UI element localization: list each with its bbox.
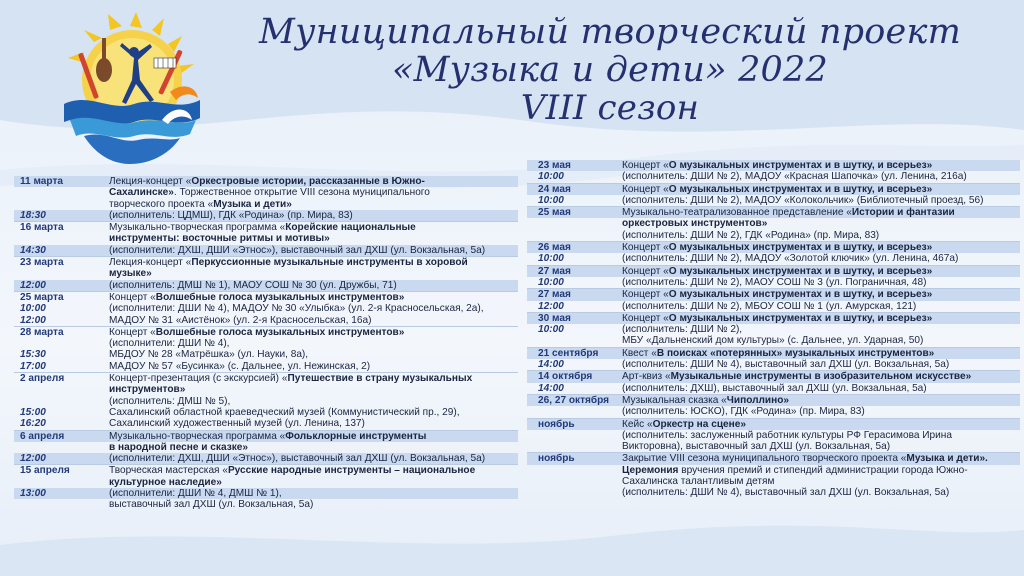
event-text: Сахалинска талантливым детям [622,476,775,488]
schedule-line [14,407,518,418]
event-date: 30 мая [538,312,571,324]
schedule-line [14,327,518,338]
event-text: Концерт « [622,289,669,301]
event-description [109,384,518,395]
event-description [622,313,1020,324]
schedule-line [14,233,518,244]
event-text: Лекция-концерт « [109,176,192,187]
event-date: ноябрь [538,453,575,465]
schedule-line [14,187,518,198]
event-time: 10:00 [20,303,46,315]
event-date: 15 апреля [20,465,70,477]
event-title-text: Музыка и дети». [906,453,988,465]
schedule-line [527,218,1020,229]
event-text: Концерт « [622,183,669,195]
schedule-line [527,335,1020,346]
event-title-text: инструментов» [109,384,186,396]
schedule-line [527,184,1020,195]
event-date: 25 мая [538,207,571,219]
event-description [109,233,518,244]
event-title-text: О музыкальных инструментах и в шутку, и всерьез» [668,265,933,277]
schedule-event [527,312,1020,347]
event-description [109,187,518,198]
schedule-line [527,406,1020,417]
event-title-text: Оркестр на сцене» [652,418,746,430]
schedule-line [527,359,1020,370]
schedule-event [527,265,1020,289]
schedule-line [14,315,518,326]
event-title-text: инструменты: восточные ритмы и мотивы» [109,233,330,245]
event-text: (исполнитель: ДМШ № 5), [109,395,231,407]
event-time: 10:00 [538,324,564,336]
event-description [622,218,1020,229]
event-description [622,301,1020,312]
event-description [109,407,518,418]
event-time: 14:30 [20,244,46,256]
event-time: 10:00 [538,253,564,265]
event-time: 15:30 [20,349,46,361]
schedule-line [14,338,518,349]
schedule-line [527,453,1020,464]
event-date [14,499,109,510]
event-description [622,453,1020,464]
schedule-line [527,419,1020,430]
title-line-project: Муниципальный творческий проект [259,12,961,52]
event-time: 12:00 [20,314,46,326]
event-date [14,187,109,198]
event-text: (исполнитель: ДШИ № 2), МАДОУ «Красная Шапочка» (ул. Ленина, 216а) [622,171,967,183]
event-description [622,207,1020,218]
event-title-text: Церемония [622,464,679,476]
event-text: Музыкально-творческая программа « [109,222,286,234]
event-date: 24 мая [538,183,571,195]
schedule-line [527,277,1020,288]
event-text: (исполнители: ДШИ № 4), МАДОУ № 30 «Улыбка» (ул. 2-я Красносельская, 2а), [109,303,484,315]
schedule-line [14,396,518,407]
event-time: 16:20 [20,418,46,430]
event-text: Концерт « [622,312,669,324]
event-text: МБДОУ № 28 «Матрёшка» (ул. Науки, 8а), [109,349,309,361]
event-description [622,253,1020,264]
event-text: (исполнители: ДХШ, ДШИ «Этнос»), выставочный зал ДХШ (ул. Вокзальная, 5а) [109,453,486,465]
schedule-left-column [14,176,518,511]
schedule-line [527,230,1020,241]
event-text: Концерт « [622,160,669,171]
event-title-text: О музыкальных инструментах и в шутку, и всерьез» [668,183,933,195]
event-description [622,419,1020,430]
event-text: Арт-квиз « [622,371,671,383]
schedule-line [14,488,518,499]
event-date: 28 марта [20,326,64,338]
event-description [622,160,1020,171]
event-date [527,465,622,476]
event-date: 23 мая [538,160,571,171]
schedule-line [14,373,518,384]
schedule-line [14,222,518,233]
event-time: 15:00 [20,406,46,418]
event-date: 26, 27 октября [538,394,610,406]
schedule-event [14,176,518,221]
schedule-event [527,347,1020,371]
event-description [109,292,518,303]
event-title-text: Волшебные голоса музыкальных инструментов» [155,291,405,303]
schedule-event [14,291,518,326]
schedule-line [527,207,1020,218]
event-description [109,327,518,338]
event-description [622,171,1020,182]
event-description [622,242,1020,253]
schedule-event [527,288,1020,312]
event-description [622,441,1020,452]
event-time: 10:00 [538,171,564,183]
event-date: 14 октября [538,371,593,383]
event-text: . Торжественное открытие VIII сезона муниципального [173,187,430,199]
event-date [527,430,622,441]
event-text: Концерт « [109,326,156,338]
event-text: (исполнитель: заслуженный работник культуры РФ Герасимова Ирина [622,429,952,441]
schedule-line [527,301,1020,312]
event-time: 10:00 [538,276,564,288]
event-title-text: Музыкальные инструменты в изобразительном искусстве» [670,371,972,383]
event-text: (исполнитель: ДШИ № 2), МБОУ СОШ № 1 (ул. Амурская, 121) [622,300,917,312]
event-text: МАДОУ № 57 «Бусинка» (с. Дальнее, ул. Нежинская, 2) [109,360,371,372]
event-text: (исполнитель: ЮСКО), ГДК «Родина» (пр. Мира, 83) [622,406,865,418]
event-description [109,176,518,187]
event-text: Творческая мастерская « [109,465,228,477]
event-title-text: Оркестровые истории, рассказанные в Южно- [191,176,425,187]
event-text: Лекция-концерт « [109,257,192,269]
event-time: 14:00 [538,359,564,371]
event-date: ноябрь [538,418,575,430]
event-date: 26 мая [538,242,571,254]
schedule-event [527,418,1020,453]
schedule-line [527,371,1020,382]
schedule-line [527,383,1020,394]
title-line-name: «Музыка и дети» 2022 [392,49,828,90]
event-title-text: О музыкальных инструментах и в шутку, и всерьез» [668,312,933,324]
event-description [109,431,518,442]
schedule-line [527,465,1020,476]
event-description [109,361,518,372]
event-date: 25 марта [20,291,64,303]
event-date [527,476,622,487]
event-description [109,373,518,384]
music-and-children-logo-icon [50,8,210,168]
schedule-line [14,349,518,360]
schedule-line [527,266,1020,277]
event-description [109,257,518,268]
event-text: Концерт « [622,265,669,277]
event-time: 12:00 [538,300,564,312]
schedule-line [14,210,518,221]
schedule-line [527,348,1020,359]
event-date [14,338,109,349]
event-description [109,280,518,291]
event-text: (исполнитель: ДШИ № 2), МАДОУ «Золотой ключик» (ул. Ленина, 467а) [622,253,959,265]
event-text: (исполнители: ДШИ № 4), [109,338,230,350]
schedule-event [527,206,1020,241]
event-title-text: Путешествие в страну музыкальных [287,373,473,385]
schedule-line [14,477,518,488]
schedule-event [14,372,518,429]
event-text: (исполнитель: ЦДМШ), ГДК «Родина» (пр. Мира, 83) [109,209,353,221]
event-description [622,184,1020,195]
event-description [109,349,518,360]
schedule-line [527,195,1020,206]
event-text: (исполнитель: ДШИ № 2), МАДОУ «Колокольчик» (Библиотечный проезд, 56) [622,194,984,206]
schedule-event [527,452,1020,498]
event-text: Музыкально-творческая программа « [109,430,286,442]
event-text: Сахалинский художественный музей (ул. Ленина, 137) [109,418,365,430]
event-description [622,348,1020,359]
event-description [109,477,518,488]
schedule-event [527,370,1020,394]
event-text: (исполнитель: ДШИ № 2), ГДК «Родина» (пр. Мира, 83) [622,229,880,241]
schedule-event [14,221,518,256]
schedule-line [14,442,518,453]
event-text: (исполнитель: ДШИ № 2), МАОУ СОШ № 3 (ул. Пограничная, 48) [622,276,927,288]
event-description [622,465,1020,476]
event-title-text: О музыкальных инструментах и в шутку, и всерьез» [668,242,933,254]
event-description [622,395,1020,406]
schedule-line [14,453,518,464]
event-text: Сахалинский областной краеведческий музей (Коммунистический пр., 29), [109,406,460,418]
event-time: 17:00 [20,360,46,372]
event-description [109,465,518,476]
schedule-line [527,313,1020,324]
schedule-line [14,280,518,291]
event-text: Концерт-презентация (с экскурсией) « [109,373,288,385]
schedule-line [14,268,518,279]
event-title-text: культурное наследие» [109,476,222,488]
event-description [109,315,518,326]
event-description [622,277,1020,288]
schedule-event [527,183,1020,207]
event-date: 11 марта [20,176,64,187]
schedule-line [14,303,518,314]
event-title-text: Русские народные инструменты – национальное [227,465,476,477]
schedule-line [14,465,518,476]
event-description [622,487,1020,498]
event-description [622,476,1020,487]
event-text: творческого проекта « [109,198,214,210]
event-title-text: Перкуссионные музыкальные инструменты в хоровой [191,257,468,269]
event-time: 10:00 [538,194,564,206]
event-title-text: О музыкальных инструментах и в шутку, и всерьез» [668,160,933,171]
event-title-text: Волшебные голоса музыкальных инструментов» [155,326,405,338]
event-date [14,233,109,244]
event-text: выставочный зал ДХШ (ул. Вокзальная, 5а) [109,499,314,511]
event-description [109,453,518,464]
event-date: 23 марта [20,257,64,269]
event-date: 6 апреля [20,430,65,442]
event-description [622,359,1020,370]
schedule-line [14,361,518,372]
event-title-text: Истории и фантазии [851,207,955,219]
schedule-line [527,487,1020,498]
event-description [622,266,1020,277]
event-title-text: в народной песне и сказке» [109,441,249,453]
schedule-line [14,418,518,429]
schedule-line [527,171,1020,182]
schedule-line [527,441,1020,452]
schedule-line [527,324,1020,335]
event-date: 16 марта [20,222,64,234]
event-time: 12:00 [20,453,46,465]
schedule-line [14,257,518,268]
event-text: Концерт « [622,242,669,254]
event-date [14,442,109,453]
schedule-line [14,176,518,187]
event-description [622,371,1020,382]
schedule-line [14,384,518,395]
event-title-text: Чиполлино» [726,394,790,406]
event-description [109,199,518,210]
event-text: Музыкально-театрализованное представление « [622,207,852,219]
event-text: Кейс « [622,418,653,430]
schedule-right-column [527,160,1020,499]
schedule-event [14,256,518,291]
event-title-text: Фольклорные инструменты [285,430,427,442]
event-description [109,338,518,349]
schedule-event [527,241,1020,265]
event-title-text: В поисках «потерянных» музыкальных инструментов» [656,347,935,359]
event-text: (исполнитель: ДШИ № 4), выставочный зал ДХШ (ул. Вокзальная, 5а) [622,487,950,499]
event-description [109,488,518,499]
event-text: (исполнитель: ДМШ № 1), МАОУ СОШ № 30 (ул. Дружбы, 71) [109,279,397,291]
event-date [14,477,109,488]
schedule-event [14,430,518,465]
event-date: 27 мая [538,265,571,277]
event-title-text: Музыка и дети» [213,198,292,210]
event-time: 14:00 [538,382,564,394]
event-title-text: Корейские национальные [285,222,416,234]
event-text: Квест « [622,347,657,359]
event-text: МБУ «Дальненский дом культуры» (с. Дальнее, ул. Ударная, 50) [622,335,924,347]
event-date: 2 апреля [20,373,65,385]
event-title-text: Сахалинске» [109,187,174,199]
event-date [14,268,109,279]
event-time: 12:00 [20,279,46,291]
event-description [622,406,1020,417]
schedule-line [527,253,1020,264]
event-date [14,384,109,395]
page-title [240,14,980,126]
title-line-season: VIII сезон [520,87,700,128]
schedule-event [14,464,518,510]
event-description [622,324,1020,335]
event-description [109,418,518,429]
event-description [622,383,1020,394]
event-title-text: оркестровых инструментов» [622,218,768,230]
event-text: Концерт « [109,291,156,303]
event-description [622,430,1020,441]
event-date [527,487,622,498]
event-date [527,406,622,417]
event-title-text: О музыкальных инструментах и в шутку, и всерьез» [668,289,933,301]
event-description [109,396,518,407]
event-text: Закрытие VIII сезона муниципального творческого проекта « [622,453,907,465]
schedule-line [527,242,1020,253]
event-description [622,195,1020,206]
event-date [14,396,109,407]
schedule-line [527,430,1020,441]
event-description [622,289,1020,300]
event-description [622,335,1020,346]
event-text: (исполнитель: ДШИ № 4), выставочный зал ДХШ (ул. Вокзальная, 5а) [622,359,950,371]
schedule-line [527,395,1020,406]
event-text: Музыкальная сказка « [622,394,727,406]
event-description [109,303,518,314]
event-time: 18:30 [20,209,46,221]
event-date [527,335,622,346]
event-date [527,218,622,229]
schedule-line [14,431,518,442]
event-description [109,442,518,453]
event-text: (исполнители: ДХШ, ДШИ «Этнос»), выставочный зал ДХШ (ул. Вокзальная, 5а) [109,244,486,256]
event-description [109,222,518,233]
schedule-line [14,499,518,510]
schedule-line [527,160,1020,171]
event-title-text: музыке» [109,268,152,280]
schedule-event [527,160,1020,183]
schedule-line [527,476,1020,487]
schedule-line [14,245,518,256]
event-text: (исполнитель: ДШИ № 2), [622,324,743,336]
event-description [109,499,518,510]
event-text: (исполнители: ДШИ № 4, ДМШ № 1), [109,488,282,500]
event-description [109,245,518,256]
schedule-line [14,199,518,210]
schedule-line [527,289,1020,300]
schedule-line [14,292,518,303]
event-text: вручения премий и стипендий администрации города Южно- [678,464,968,476]
event-text: МАДОУ № 31 «Аистёнок» (ул. 2-я Красносельская, 16а) [109,314,372,326]
schedule-event [527,394,1020,418]
event-description [622,230,1020,241]
event-description [109,210,518,221]
event-date: 21 сентября [538,347,599,359]
event-time: 13:00 [20,488,46,500]
event-date [527,230,622,241]
event-description [109,268,518,279]
event-text: Викторовна), выставочный зал ДХШ (ул. Вокзальная, 5а) [622,441,891,453]
event-date [14,199,109,210]
schedule-event [14,326,518,372]
event-date [527,441,622,452]
event-text: (исполнитель: ДХШ), выставочный зал ДХШ (ул. Вокзальная, 5а) [622,382,927,394]
event-date: 27 мая [538,289,571,301]
